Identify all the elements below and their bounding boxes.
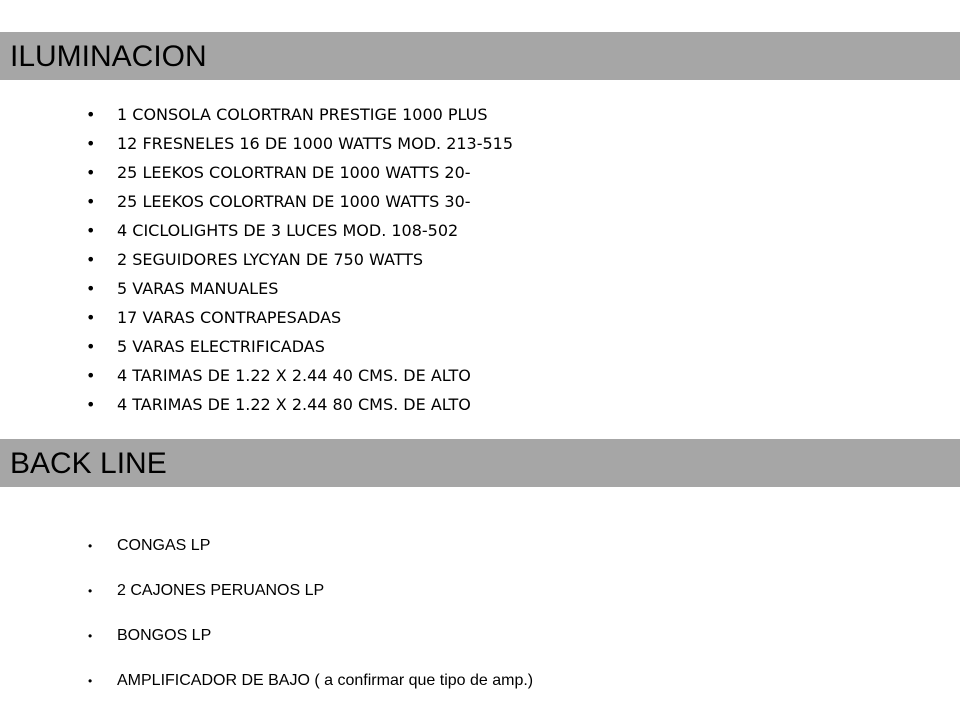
bullet-icon: • [86,395,96,414]
section-header-back-line [0,439,960,487]
list-item-label: 1 CONSOLA COLORTRAN PRESTIGE 1000 PLUS [117,105,488,124]
bullet-icon: • [86,134,96,153]
section-header-iluminacion [0,32,960,80]
list-item-label: 25 LEEKOS COLORTRAN DE 1000 WATTS 20- [117,163,471,182]
list-item-label: 4 TARIMAS DE 1.22 X 2.44 80 CMS. DE ALTO [117,395,471,414]
list-item-label: 4 TARIMAS DE 1.22 X 2.44 40 CMS. DE ALTO [117,366,471,385]
list-item-label: 2 CAJONES PERUANOS LP [117,582,325,599]
list-item-label: 4 CICLOLIGHTS DE 3 LUCES MOD. 108-502 [117,221,459,240]
bullet-icon: • [88,539,93,553]
section-title-iluminacion: ILUMINACION [10,40,207,73]
bullet-icon: • [86,163,96,182]
bullet-icon: • [88,629,93,643]
list-item-label: AMPLIFICADOR DE BAJO ( a confirmar que tipo de amp.) [117,672,534,689]
bullet-icon: • [88,584,93,598]
bullet-icon: • [86,250,96,269]
list-item-label: 5 VARAS MANUALES [117,279,279,298]
bullet-icon: • [86,279,96,298]
list-item-label: 5 VARAS ELECTRIFICADAS [117,337,325,356]
bullet-icon: • [86,221,96,240]
list-item-label: CONGAS LP [117,537,211,554]
bullet-icon: • [86,337,96,356]
bullet-icon: • [86,366,96,385]
bullet-icon: • [86,308,96,327]
bullet-icon: • [88,674,93,688]
list-item-label: 25 LEEKOS COLORTRAN DE 1000 WATTS 30- [117,192,471,211]
list-item-label: 17 VARAS CONTRAPESADAS [117,308,342,327]
bullet-icon: • [86,192,96,211]
section-title-back-line: BACK LINE [10,447,167,480]
list-item-label: 2 SEGUIDORES LYCYAN DE 750 WATTS [117,250,424,269]
list-item-label: BONGOS LP [117,627,212,644]
list-item-label: 12 FRESNELES 16 DE 1000 WATTS MOD. 213-515 [117,134,514,153]
bullet-icon: • [86,105,96,124]
